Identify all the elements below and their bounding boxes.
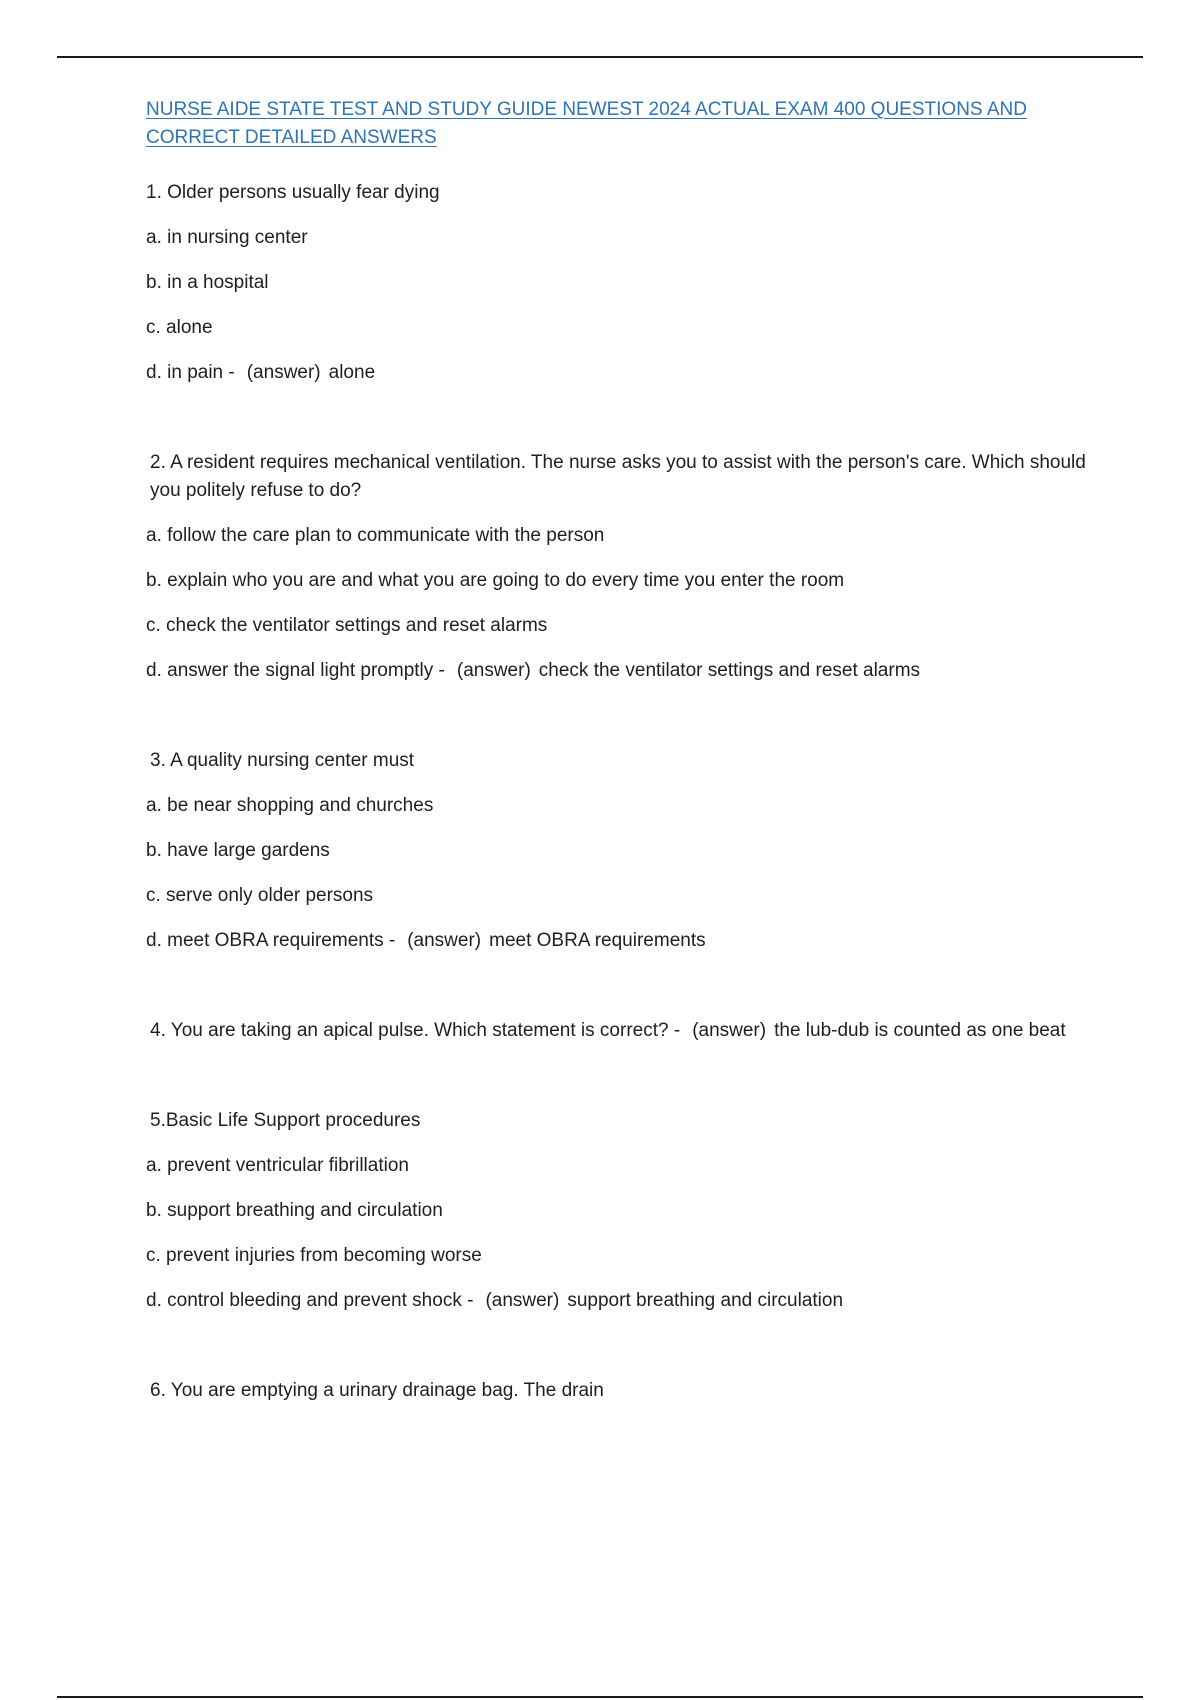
question-text: 6. You are emptying a urinary drainage bag. The drain [150,1380,604,1401]
question-6 [146,1377,1096,1405]
question-text: 3. A quality nursing center must [150,750,415,771]
option-d-with-answer [146,657,1096,685]
question-gap [146,1062,1096,1107]
question-3 [146,747,1096,955]
option-c: c. alone [146,317,213,338]
option-b: b. explain who you are and what you are going to do every time you enter the room [146,570,845,591]
question-5 [146,1107,1096,1315]
question-gap [146,404,1096,449]
option-d-with-answer [146,359,1096,387]
option-c: c. prevent injuries from becoming worse [146,1245,482,1266]
question-text-with-answer [146,1017,1096,1045]
answer-text: support breathing and circulation [567,1290,844,1311]
question-4 [146,1017,1096,1045]
option-d-with-answer [146,927,1096,955]
document-body [146,96,1096,1422]
option-d: d. control bleeding and prevent shock - [146,1290,474,1311]
question-2 [146,449,1096,685]
answer-label: (answer) [246,362,321,383]
option-d: d. in pain - [146,362,235,383]
option-d-with-answer [146,1287,1096,1315]
option-a: a. in nursing center [146,227,308,248]
option-b: b. in a hospital [146,272,269,293]
option-a: a. be near shopping and churches [146,795,434,816]
answer-label: (answer) [692,1020,767,1041]
answer-label: (answer) [407,930,482,951]
option-a: a. follow the care plan to communicate with the person [146,525,605,546]
document-title-link[interactable]: NURSE AIDE STATE TEST AND STUDY GUIDE NEWEST 2024 ACTUAL EXAM 400 QUESTIONS AND CORRECT DETAILED ANSWERS [146,99,1027,148]
option-b: b. support breathing and circulation [146,1200,443,1221]
option-c: c. check the ventilator settings and reset alarms [146,615,548,636]
answer-text: the lub-dub is counted as one beat [774,1020,1066,1041]
question-text: 2. A resident requires mechanical ventilation. The nurse asks you to assist with the person's care. Which should you politely refuse to do? [150,452,1086,501]
option-b: b. have large gardens [146,840,330,861]
question-gap [146,972,1096,1017]
question-text: 5.Basic Life Support procedures [150,1110,421,1131]
answer-text: meet OBRA requirements [489,930,706,951]
footer-rule [57,1696,1143,1698]
answer-text: check the ventilator settings and reset alarms [538,660,921,681]
header-rule [57,56,1143,58]
answer-label: (answer) [456,660,531,681]
option-c: c. serve only older persons [146,885,374,906]
option-a: a. prevent ventricular fibrillation [146,1155,409,1176]
question-text: 4. You are taking an apical pulse. Which statement is correct? - [150,1020,681,1041]
question-gap [146,1332,1096,1377]
question-text: 1. Older persons usually fear dying [146,182,440,203]
option-d: d. answer the signal light promptly - [146,660,445,681]
question-gap [146,702,1096,747]
option-d: d. meet OBRA requirements - [146,930,396,951]
answer-label: (answer) [485,1290,560,1311]
answer-text: alone [328,362,376,383]
question-1 [146,179,1096,387]
